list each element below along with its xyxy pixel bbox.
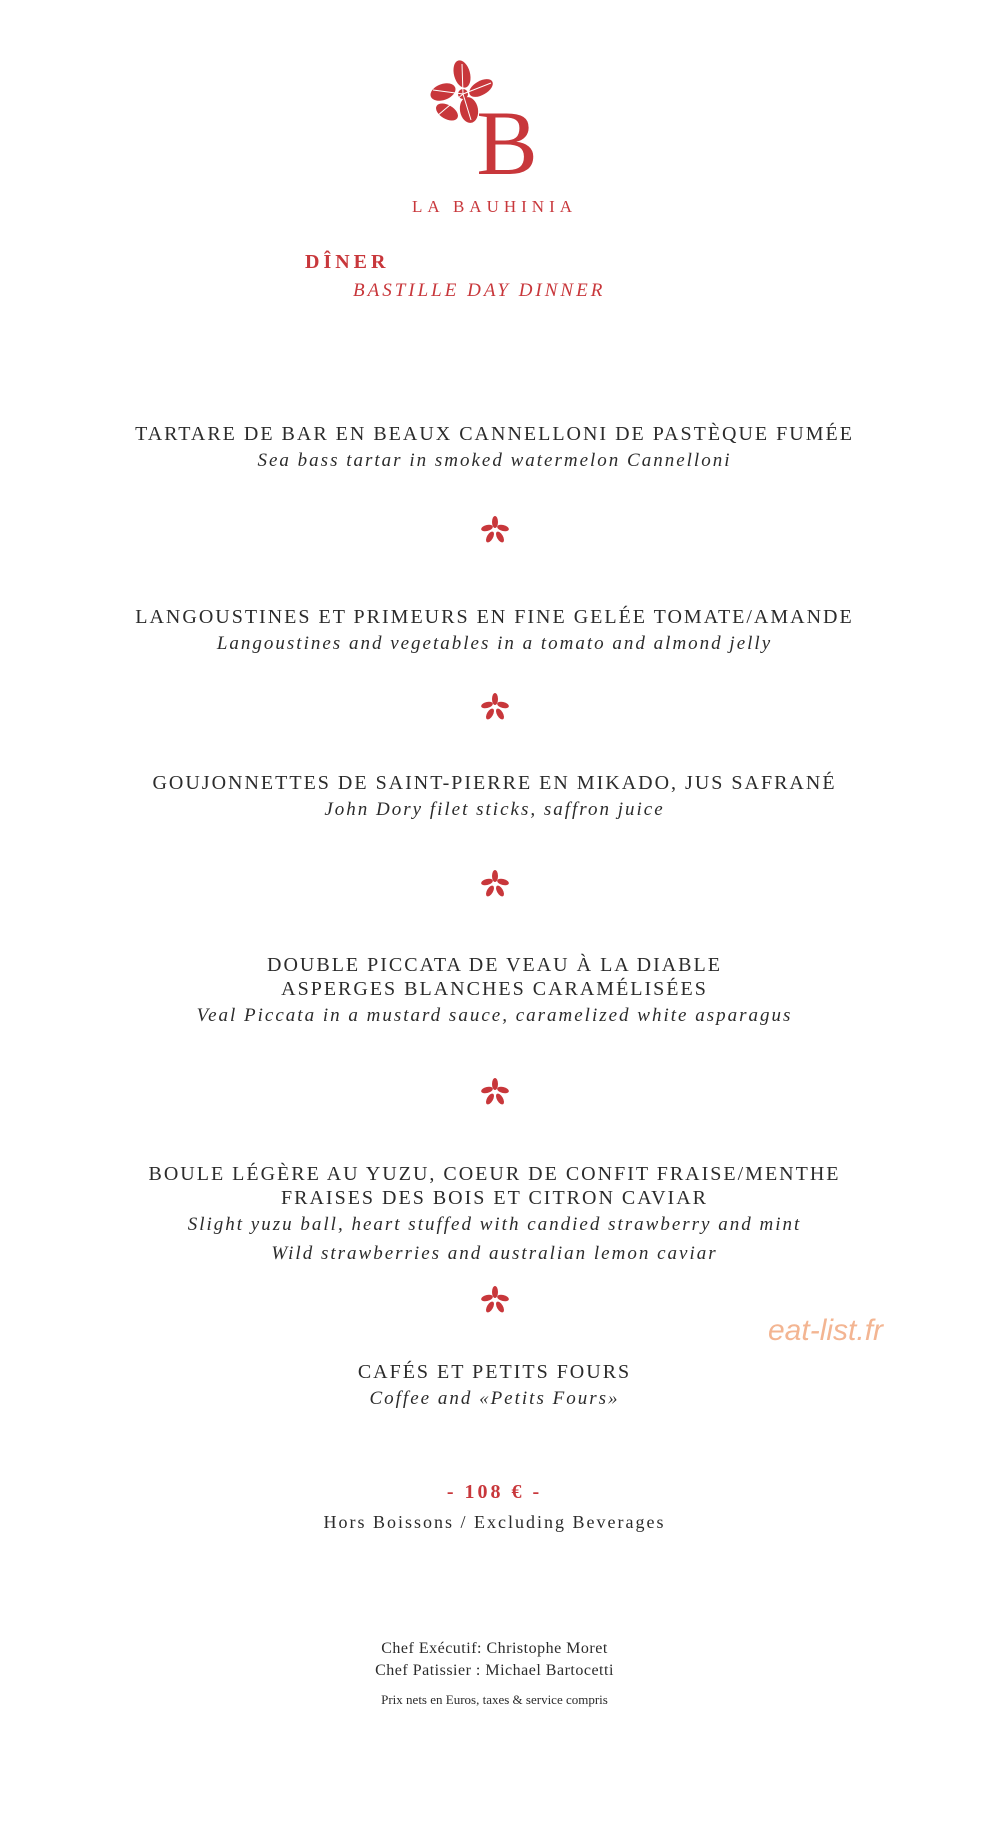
course-english-name-line2: Wild strawberries and australian lemon caviar [271,1243,718,1264]
logo-letter: B [476,92,538,186]
course-english-name: Coffee and «Petits Fours» [369,1388,620,1409]
course-item [0,422,989,475]
course-french-name: GOUJONNETTES DE SAINT-PIERRE EN MIKADO, JUS SAFRANÉ [152,772,837,794]
chef-credits [0,1638,989,1682]
watermark-text: eat-list.fr [768,1314,884,1347]
course-english-name: Slight yuzu ball, heart stuffed with candied strawberry and mint [187,1214,802,1235]
bauhinia-flower-icon [481,870,509,898]
bauhinia-flower-icon [481,693,509,721]
course-item [0,1360,989,1413]
bauhinia-flower-icon [481,1286,509,1314]
course-french-name: LANGOUSTINES ET PRIMEURS EN FINE GELÉE TOMATE/AMANDE [135,606,854,628]
price-footnote: Prix nets en Euros, taxes & service compris [381,1692,608,1707]
meal-subtitle: BASTILLE DAY DINNER [353,280,606,301]
course-english-name: Veal Piccata in a mustard sauce, caramelized white asparagus [196,1005,793,1026]
course-french-name: DOUBLE PICCATA DE VEAU À LA DIABLE [267,954,722,976]
bauhinia-flower-icon [481,516,509,544]
course-french-name-line2: FRAISES DES BOIS ET CITRON CAVIAR [281,1187,708,1209]
bauhinia-logo-icon [425,56,545,186]
course-item [0,1162,989,1268]
course-french-name: CAFÉS ET PETITS FOURS [357,1361,632,1383]
price-note: Hors Boissons / Excluding Beverages [323,1512,666,1532]
meal-title: DÎNER [305,251,390,273]
course-item [0,771,989,824]
chef-executif: Chef Exécutif: Christophe Moret [381,1640,608,1657]
course-french-name: BOULE LÉGÈRE AU YUZU, COEUR DE CONFIT FRAISE/MENTHE [148,1163,841,1185]
course-english-name: Langoustines and vegetables in a tomato and almond jelly [216,633,773,654]
course-french-name: TARTARE DE BAR EN BEAUX CANNELLONI DE PASTÈQUE FUMÉE [135,423,854,445]
course-english-name: John Dory filet sticks, saffron juice [324,799,665,820]
course-item [0,953,989,1030]
course-item [0,605,989,658]
course-french-name-line2: ASPERGES BLANCHES CARAMÉLISÉES [281,978,708,1000]
bauhinia-flower-icon [481,1078,509,1106]
course-english-name: Sea bass tartar in smoked watermelon Cannelloni [257,450,732,471]
chef-patissier: Chef Patissier : Michael Bartocetti [375,1662,614,1679]
menu-price: - 108 € - [446,1481,543,1503]
restaurant-name: LA BAUHINIA [411,197,578,216]
